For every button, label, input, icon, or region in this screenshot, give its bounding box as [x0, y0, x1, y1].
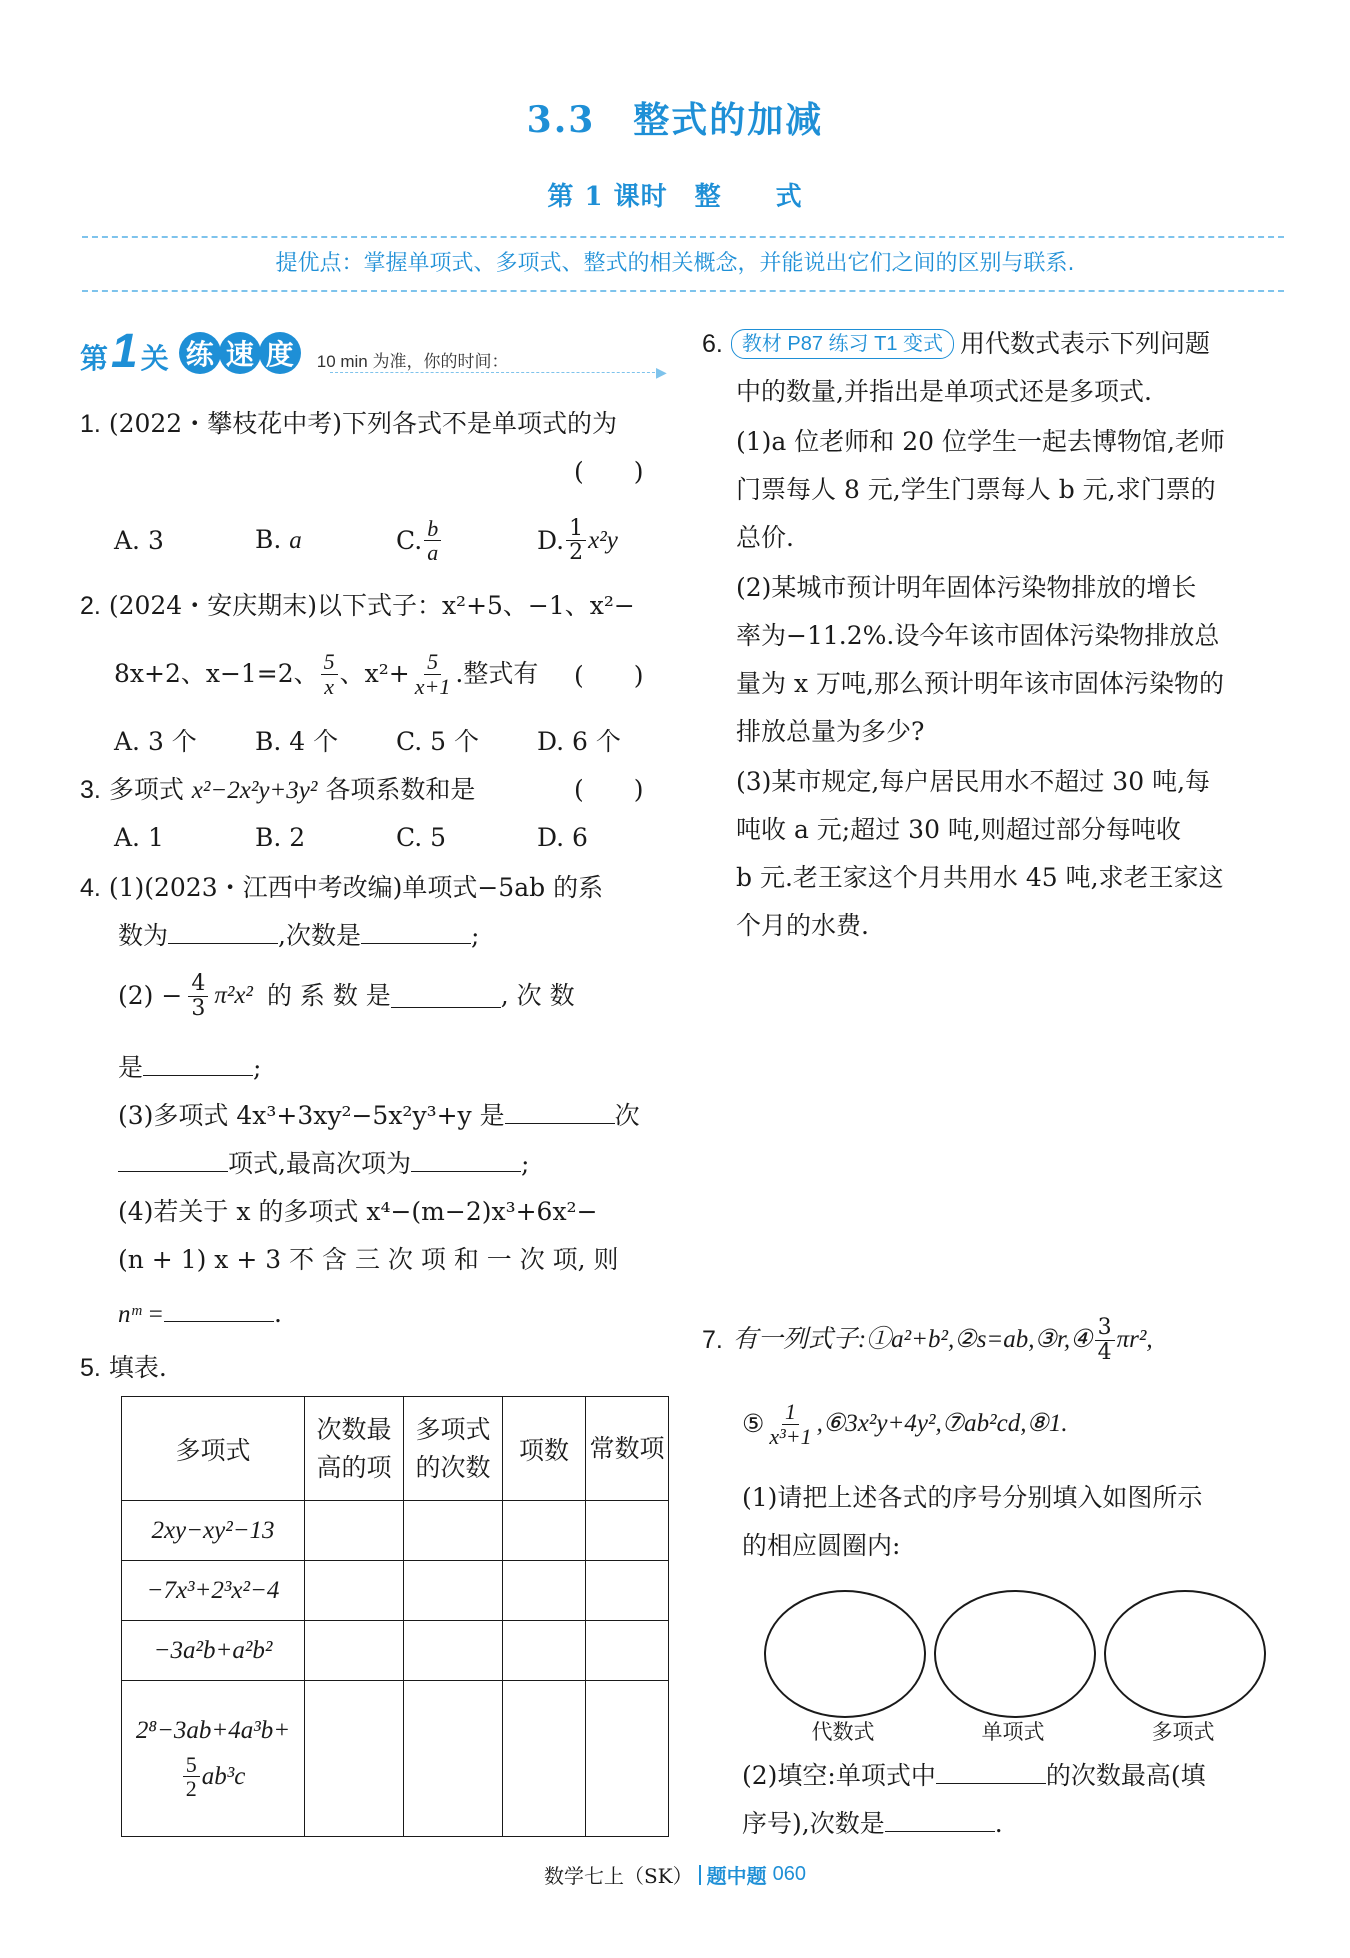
cell-blank[interactable]	[503, 1681, 586, 1837]
q2-options	[114, 718, 674, 766]
q7-part1	[742, 1474, 1302, 1570]
q1-option-b[interactable]: B. a	[255, 525, 302, 554]
q6-p1-line3: 总价.	[736, 523, 794, 552]
q2-line2-text-a: 8x+2、x−1=2、	[114, 659, 319, 688]
q4-p3-end: ;	[520, 1149, 530, 1178]
cell-blank[interactable]	[503, 1501, 586, 1561]
cell-blank[interactable]	[404, 1501, 503, 1561]
q7-p1-line2: 的相应圆圈内:	[742, 1531, 901, 1560]
cell-blank[interactable]	[503, 1621, 586, 1681]
q4-p1-end: ;	[470, 921, 480, 950]
row4-line1: 2⁸−3ab+4a³b+	[135, 1716, 291, 1744]
cell-blank[interactable]	[586, 1681, 669, 1837]
circle-monomial[interactable]	[934, 1590, 1096, 1718]
cell-blank[interactable]	[404, 1621, 503, 1681]
q4-p2-end: ;	[253, 1053, 262, 1082]
table-row	[122, 1561, 669, 1621]
level-number: 1	[111, 325, 138, 378]
q3-stem-b: 各项系数和是	[325, 775, 476, 804]
q4-p2-label-degree: , 次 数	[500, 981, 575, 1010]
q7-p1-line1: (1)请把上述各式的序号分别填入如图所示	[742, 1483, 1203, 1512]
q4-p3-label-highest: 项式,最高次项为	[228, 1149, 411, 1178]
page-number: 060	[772, 1863, 807, 1885]
cell-blank[interactable]	[586, 1501, 669, 1561]
circle-algebraic-expression[interactable]	[764, 1590, 926, 1718]
q4-part4	[118, 1188, 678, 1236]
footer-brand: 题中题	[706, 1866, 767, 1888]
q6-p1-line2: 门票每人 8 元,学生门票每人 b 元,求门票的	[736, 475, 1216, 504]
cell-blank[interactable]	[404, 1681, 503, 1837]
q4-p2-blank-coefficient[interactable]	[391, 985, 501, 1008]
q4-p4-expression: nᵐ =	[118, 1301, 165, 1328]
q7-fraction-4: $\frac{3}{4}$	[1095, 1316, 1115, 1363]
q3-expression: x²−2x²y+3y²	[191, 777, 318, 804]
q1-options	[114, 516, 674, 565]
circle-polynomial[interactable]	[1104, 1590, 1266, 1718]
q4-part4-line3	[118, 1290, 678, 1339]
row4-line2: $\frac{5}{2}$ ab³c	[122, 1753, 304, 1800]
q6-p2-line3: 量为 x 万吨,那么预计明年该市固体污染物的	[736, 669, 1224, 698]
header-polynomial: 多项式	[122, 1397, 305, 1501]
q1-option-c[interactable]: C. $\frac{b}{a}$	[396, 517, 537, 565]
q3-options	[114, 814, 674, 862]
q4-p2-fraction: $\frac{4}{3}$	[188, 972, 208, 1019]
q2-stem: (2024・安庆期末)以下式子：x²+5、−1、x²−	[108, 591, 635, 620]
q6-p1-line1: (1)a 位老师和 20 位学生一起去博物馆,老师	[736, 427, 1225, 456]
q3-stem-a: 多项式	[108, 775, 184, 804]
q2-option-c[interactable]: C. 5 个	[396, 727, 479, 756]
header-constant: 常数项	[586, 1397, 669, 1501]
q4-part1-line2	[118, 912, 678, 960]
q5-number: 5.	[80, 1354, 101, 1382]
q7-p2-blank-degree[interactable]	[885, 1809, 995, 1832]
q2-line2-text-c: .整式有	[455, 659, 539, 688]
cell-blank[interactable]	[586, 1621, 669, 1681]
q4-p4-blank-value[interactable]	[164, 1299, 274, 1322]
q7-p2-text-c: 序号),次数是	[742, 1809, 885, 1838]
cell-blank[interactable]	[503, 1561, 586, 1621]
cell-blank[interactable]	[305, 1621, 404, 1681]
q3-number: 3.	[80, 776, 101, 804]
question-6	[702, 320, 1302, 368]
q4-part3-line2	[118, 1140, 678, 1188]
q1-option-d[interactable]: D. $\frac{1}{2}$ x²y	[537, 515, 618, 565]
q3-option-a[interactable]: A. 1	[114, 823, 164, 852]
q6-p2-line1: (2)某城市预计明年固体污染物排放的增长	[736, 573, 1197, 602]
q4-p3-blank-highest-term[interactable]	[411, 1149, 521, 1172]
question-4	[80, 864, 680, 912]
speed-badge	[179, 332, 301, 374]
q3-option-b[interactable]: B. 2	[255, 823, 306, 852]
header-term-count: 项数	[503, 1397, 586, 1501]
table-row	[122, 1501, 669, 1561]
q6-part3	[736, 758, 1296, 950]
table-row	[122, 1621, 669, 1681]
q7-line1-text: 有一列式子:①a²+b²,②s=ab,③r,④	[732, 1326, 1093, 1353]
q4-p1-blank-degree[interactable]	[361, 921, 471, 944]
row-polynomial: −7x³+2³x²−4	[122, 1561, 305, 1621]
q7-p2-end: .	[994, 1809, 1003, 1838]
q2-option-a[interactable]: A. 3 个	[114, 727, 197, 756]
q4-number: 4.	[80, 874, 101, 902]
badge-char-3: 度	[259, 332, 301, 374]
q6-p3-line3: b 元.老王家这个月共用水 45 吨,求老王家这	[736, 863, 1224, 892]
question-2	[80, 582, 680, 630]
q4-p1-label-coef: 数为	[118, 921, 169, 950]
table-header-row	[122, 1397, 669, 1501]
level-prefix: 第	[80, 343, 109, 374]
cell-blank[interactable]	[586, 1561, 669, 1621]
q7-p2-blank-serial[interactable]	[936, 1761, 1046, 1784]
q4-p4-end: .	[274, 1299, 282, 1328]
q3-option-d[interactable]: D. 6	[537, 823, 588, 852]
q4-part1-text: (1)(2023・江西中考改编)单项式−5ab 的系	[108, 873, 604, 902]
q7-line2	[742, 1400, 1302, 1448]
q2-fraction-2: $\frac{5}{x+1}$	[414, 649, 451, 699]
q1-stem: (2022・攀枝花中考)下列各式不是单项式的为	[108, 409, 617, 438]
q7-line2-tail: ,⑥3x²y+4y²,⑦ab²cd,⑧1.	[816, 1410, 1068, 1437]
q7-p2-text-a: (2)填空:单项式中	[742, 1761, 936, 1790]
q6-p3-line2: 吨收 a 元;超过 30 吨,则超过部分每吨收	[736, 815, 1181, 844]
row-polynomial	[122, 1681, 305, 1837]
cell-blank[interactable]	[305, 1561, 404, 1621]
footer-separator	[699, 1865, 701, 1885]
q1-answer-paren[interactable]: ( )	[574, 457, 644, 486]
q6-number: 6.	[702, 330, 723, 358]
q6-part1	[736, 418, 1296, 562]
q1-number: 1.	[80, 410, 101, 438]
q3-option-c[interactable]: C. 5	[396, 823, 447, 852]
q4-part2-line2	[118, 1044, 678, 1092]
question-5	[80, 1344, 680, 1392]
q4-p3-text: (3)多项式 4x³+3xy²−5x²y³+y 是	[118, 1101, 505, 1130]
label-algebraic-expression: 代数式	[811, 1720, 875, 1744]
label-polynomial: 多项式	[1151, 1720, 1215, 1744]
q7-part2	[742, 1752, 1302, 1800]
q4-p3-blank-degree[interactable]	[505, 1101, 615, 1124]
q4-p3-blank-terms[interactable]	[118, 1149, 228, 1172]
section-title: 3.3 整式的加减	[526, 99, 824, 141]
q6-p3-line4: 个月的水费.	[736, 911, 869, 940]
q4-p4-text-line2: (n + 1) x + 3 不 含 三 次 项 和 一 次 项, 则	[118, 1245, 619, 1274]
q7-part2-line2	[742, 1800, 1302, 1848]
q4-p2-expression: π²x²	[214, 982, 253, 1009]
q6-p3-line1: (3)某市规定,每户居民用水不超过 30 吨,每	[736, 767, 1211, 796]
q4-p1-blank-coefficient[interactable]	[168, 921, 278, 944]
header-highest-term: 次数最高的项	[305, 1397, 404, 1501]
q4-p2-shi: 是	[118, 1053, 144, 1082]
q4-part3	[118, 1092, 678, 1140]
q5-table	[121, 1396, 669, 1837]
q4-part2	[118, 972, 678, 1020]
footer	[0, 1860, 1350, 1889]
q4-p4-text: (4)若关于 x 的多项式 x⁴−(m−2)x³+6x²−	[118, 1197, 598, 1226]
q4-p2-prefix: (2) −	[118, 981, 183, 1010]
q4-part4-line2	[118, 1236, 678, 1284]
timer-dotted-line	[330, 372, 660, 373]
q2-number: 2.	[80, 592, 101, 620]
q7-item5-marker: ⑤	[742, 1409, 765, 1438]
table-row	[122, 1681, 669, 1837]
tip-text: 提优点：掌握单项式、多项式、整式的相关概念，并能说出它们之间的区别与联系.	[275, 251, 1075, 276]
q4-p3-ci: 次	[614, 1101, 640, 1130]
arrow-right-icon: ▶	[656, 365, 667, 381]
badge-char-1: 练	[179, 332, 221, 374]
q5-stem: 填表.	[108, 1353, 167, 1382]
q4-p2-label-coef: 的 系 数 是	[266, 981, 391, 1010]
q3-answer-paren[interactable]: ( )	[574, 775, 644, 804]
divider-bottom	[82, 290, 1284, 292]
question-7	[702, 1316, 1322, 1364]
cell-blank[interactable]	[305, 1681, 404, 1837]
q2-fraction-1: $\frac{5}{x}$	[321, 650, 338, 697]
timer-text: 10 min 为准，你的时间：	[316, 352, 509, 371]
q1-option-a[interactable]: A. 3	[114, 525, 164, 555]
q7-number: 7.	[702, 1326, 723, 1354]
label-monomial: 单项式	[981, 1720, 1045, 1744]
q4-p1-label-degree: ,次数是	[278, 921, 361, 950]
cell-blank[interactable]	[404, 1561, 503, 1621]
q2-answer-paren[interactable]: ( )	[574, 661, 644, 690]
q7-line1-tail: πr²,	[1116, 1326, 1153, 1353]
level-suffix: 关	[140, 343, 169, 374]
q6-part2	[736, 564, 1296, 756]
q6-stem-line2: 中的数量,并指出是单项式还是多项式.	[736, 377, 1152, 406]
textbook-tag: 教材 P87 练习 T1 变式	[731, 329, 954, 359]
q2-option-b[interactable]: B. 4 个	[255, 727, 339, 756]
q4-p2-blank-degree[interactable]	[143, 1053, 253, 1076]
q6-p2-line2: 率为−11.2%.设今年该市固体污染物排放总	[736, 621, 1220, 650]
row-polynomial: 2xy−xy²−13	[122, 1501, 305, 1561]
row-polynomial: −3a²b+a²b²	[122, 1621, 305, 1681]
q6-stem-a: 用代数式表示下列问题	[960, 329, 1211, 358]
badge-char-2: 速	[219, 332, 261, 374]
q2-option-d[interactable]: D. 6 个	[537, 727, 621, 756]
divider-top	[82, 236, 1284, 238]
q7-p2-text-b: 的次数最高(填	[1045, 1761, 1206, 1790]
q7-fraction-5: $\frac{1}{\text{x³+1}}$	[769, 1399, 812, 1449]
lesson-title: 第 1 课时 整 式	[547, 182, 803, 212]
question-1	[80, 400, 680, 448]
level-banner	[80, 325, 509, 378]
footer-book: 数学七上（SK）	[543, 1864, 693, 1888]
q2-line2-text-b: 、x²+	[339, 659, 410, 688]
header-degree: 多项式的次数	[404, 1397, 503, 1501]
cell-blank[interactable]	[305, 1501, 404, 1561]
q6-p2-line4: 排放总量为多少?	[736, 717, 925, 746]
